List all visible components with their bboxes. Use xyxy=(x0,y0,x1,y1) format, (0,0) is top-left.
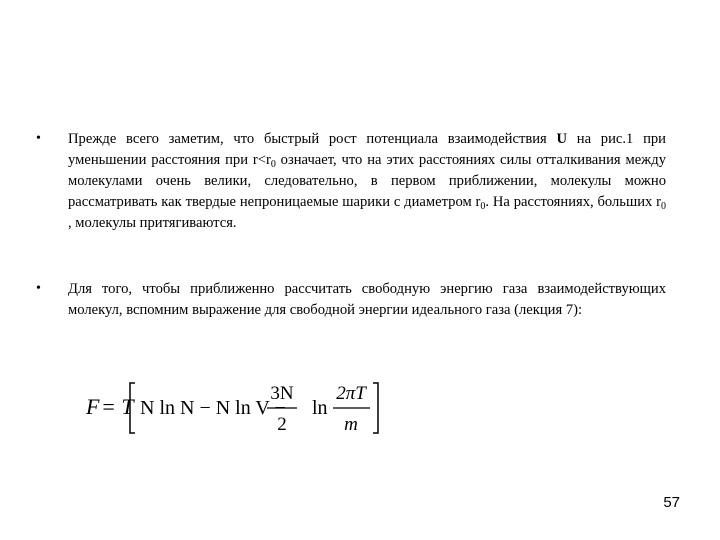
formula-eq-T: = T xyxy=(101,394,134,419)
paragraph-1-text-e: , молекулы притягиваются. xyxy=(68,215,237,231)
paragraph-2: Для того, чтобы приближенно рассчитать свободную энергию газа взаимодействующих молекул, вспомним выражение для свободной энергии идеального газа (лекция 7): xyxy=(68,281,666,318)
frac2-numerator: 2πT xyxy=(336,383,366,404)
bullet-1: • xyxy=(36,131,41,146)
paragraph-1-text-c: означает, что на этих расстояниях силы отталкивания между молекулами очень велики, следовательно, в первом приближении, молекулы можно рассматривать как твердые непроницаемые шарики с диаметром r xyxy=(68,152,666,210)
frac2-denominator: m xyxy=(344,414,358,435)
formula-ln: ln xyxy=(312,397,328,419)
subscript-0-b: 0 xyxy=(480,201,486,212)
potential-symbol: U xyxy=(556,131,568,147)
free-energy-formula xyxy=(86,378,386,436)
paragraph-1-text-b: на рис.1 при уменьшении расстояния при r<r xyxy=(68,131,666,168)
paragraph-1-text-d: . На расстояниях, больших r xyxy=(485,194,662,210)
formula-F: F xyxy=(86,394,100,419)
frac1-numerator: 3N xyxy=(270,383,294,404)
subscript-0-c: 0 xyxy=(661,201,667,212)
right-bracket xyxy=(373,383,378,433)
paragraph-1-text-a: Прежде всего заметим, что быстрый рост потенциала взаимодействия xyxy=(68,131,557,147)
bullet-2: • xyxy=(36,281,41,296)
subscript-0-a: 0 xyxy=(270,159,276,170)
frac1-denominator: 2 xyxy=(277,414,287,435)
paragraph-1 xyxy=(68,129,666,234)
formula-body: N ln N − N ln V − xyxy=(140,397,286,419)
page-number: 57 xyxy=(663,494,680,511)
